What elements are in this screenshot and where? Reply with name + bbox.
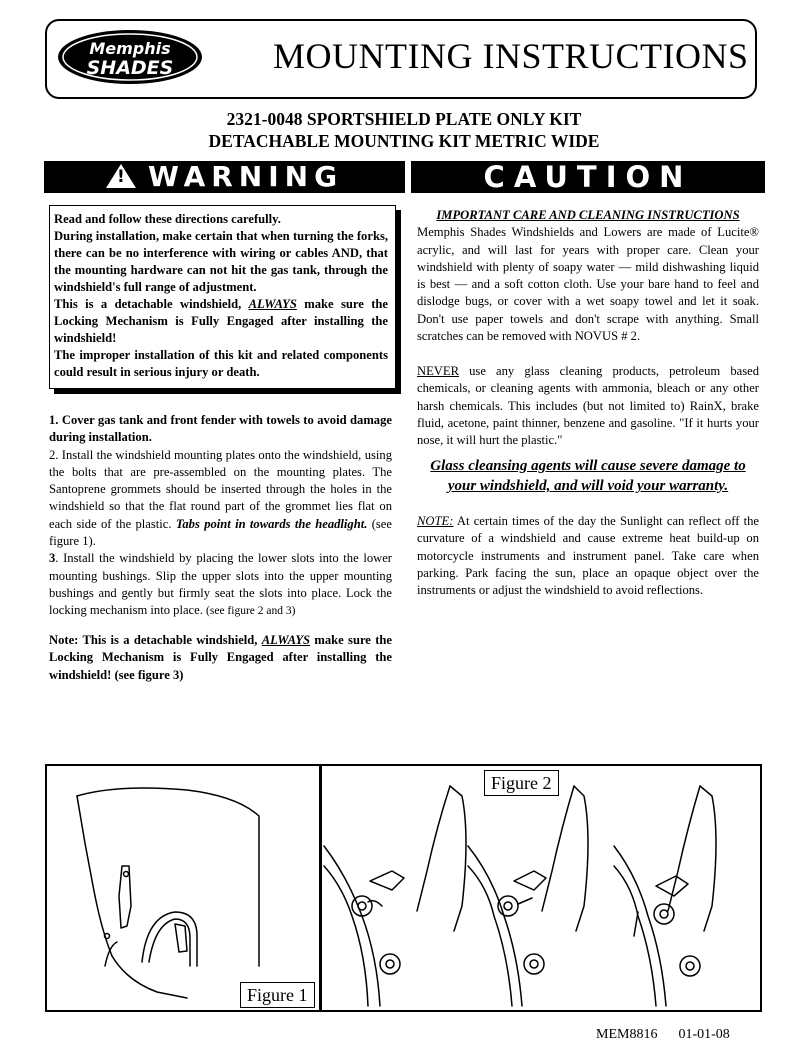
kit-title-line1: 2321-0048 SPORTSHIELD PLATE ONLY KIT xyxy=(226,109,582,129)
care-body: Memphis Shades Windshields and Lowers are made of Lucite® acrylic, and will last for years with proper care. Clean your windshield with plenty of soapy water — mild dishwashing liquid is best — and a soft cotton cloth. Use your bare hand to feel and dislodge bugs, or cover with a wet soapy towel and let it soak. Don't use paper towels and don't scrape with anything. Small scratches can be removed with NOVUS # 2. xyxy=(417,225,759,344)
glass-warning: Glass cleansing agents will cause severe damage to your windshield, and will void your warranty. xyxy=(430,458,746,494)
document-date: 01-01-08 xyxy=(678,1027,730,1042)
step-2: 2. Install the windshield mounting plates onto the windshield, using the bolts that are pre-assembled on the mounting plates. The Santoprene grommets should be inserted through the holes in the windshield so that the flat round part of the grommet lies flat on each side of the plastic. Tabs point in towards the headlight. (see figure 1). xyxy=(49,447,392,549)
detachable-note: Note: This is a detachable windshield, ALWAYS make sure the Locking Mechanism is Fully Engaged after installing the windshield! (see figure 3) xyxy=(49,633,392,682)
warning-box xyxy=(49,205,396,389)
kit-title-line2: DETACHABLE MOUNTING KIT METRIC WIDE xyxy=(208,131,600,151)
logo-line1: Memphis xyxy=(89,39,171,58)
document-code: MEM8816 xyxy=(596,1027,658,1042)
figure-2-frame xyxy=(320,764,762,1012)
warning-text-4: The improper installation of this kit and related components could result in serious injury or death. xyxy=(54,348,388,379)
footer xyxy=(596,1027,730,1043)
header-frame xyxy=(45,19,757,99)
memphis-shades-logo xyxy=(55,27,205,87)
caution-banner: CAUTION xyxy=(411,161,765,193)
step-3: 3. Install the windshield by placing the lower slots into the lower mounting bushings. Slip the upper slots into the upper mounting bushings and gently but firmly seat the slots into place. Lock the locking mechanism into place. (see figure 2 and 3) xyxy=(49,551,392,618)
page-title: MOUNTING INSTRUCTIONS xyxy=(273,36,749,76)
figure-2-label: Figure 2 xyxy=(484,770,559,796)
warning-banner-label: WARNING xyxy=(147,160,344,193)
sunlight-note xyxy=(417,513,759,599)
warning-text-3: This is a detachable windshield, ALWAYS make sure the Locking Mechanism is Fully Engaged after installing the windshield! xyxy=(54,297,388,345)
care-heading: IMPORTANT CARE AND CLEANING INSTRUCTIONS xyxy=(436,208,740,222)
warning-text-1: Read and follow these directions carefully. xyxy=(54,212,281,226)
figure-1-drawing xyxy=(47,766,319,1010)
step-1: 1. Cover gas tank and front fender with towels to avoid damage during installation. xyxy=(49,413,392,445)
figure-2-drawing xyxy=(322,766,760,1010)
warning-banner xyxy=(44,161,405,193)
logo-line2: SHADES xyxy=(86,57,174,79)
note-label: NOTE: xyxy=(417,514,454,528)
never-label: NEVER xyxy=(417,364,459,378)
never-section xyxy=(417,363,759,449)
care-section xyxy=(417,207,759,345)
installation-steps xyxy=(49,412,392,621)
never-body: use any glass cleaning products, petroleum based chemicals, or cleaning agents with ammonia, bleach or any other harsh chemicals. This includes (but not limited to) RainX, brake fluid, acetone, paint thinner, benzene and gasoline. "If it hurts your nose, it will hurt the plastic." xyxy=(417,364,759,448)
figure-1-label: Figure 1 xyxy=(240,982,315,1008)
note-body: At certain times of the day the Sunlight can reflect off the curvature of a windshield and cause extreme heat build-up on motorcycle instruments and instrument panel. Take care when parking. Park facing the sun, place an opaque object over the instruments or adjust the windshield to avoid reflections. xyxy=(417,514,759,598)
warning-triangle-icon: ! xyxy=(106,164,136,188)
figure-1-frame xyxy=(45,764,321,1012)
warning-text-2: During installation, make certain that when turning the forks, there can be no interference with wiring or cables AND, that the mounting hardware can not hit the gas tank, through the windshield's full range of adjustment. xyxy=(54,229,388,294)
